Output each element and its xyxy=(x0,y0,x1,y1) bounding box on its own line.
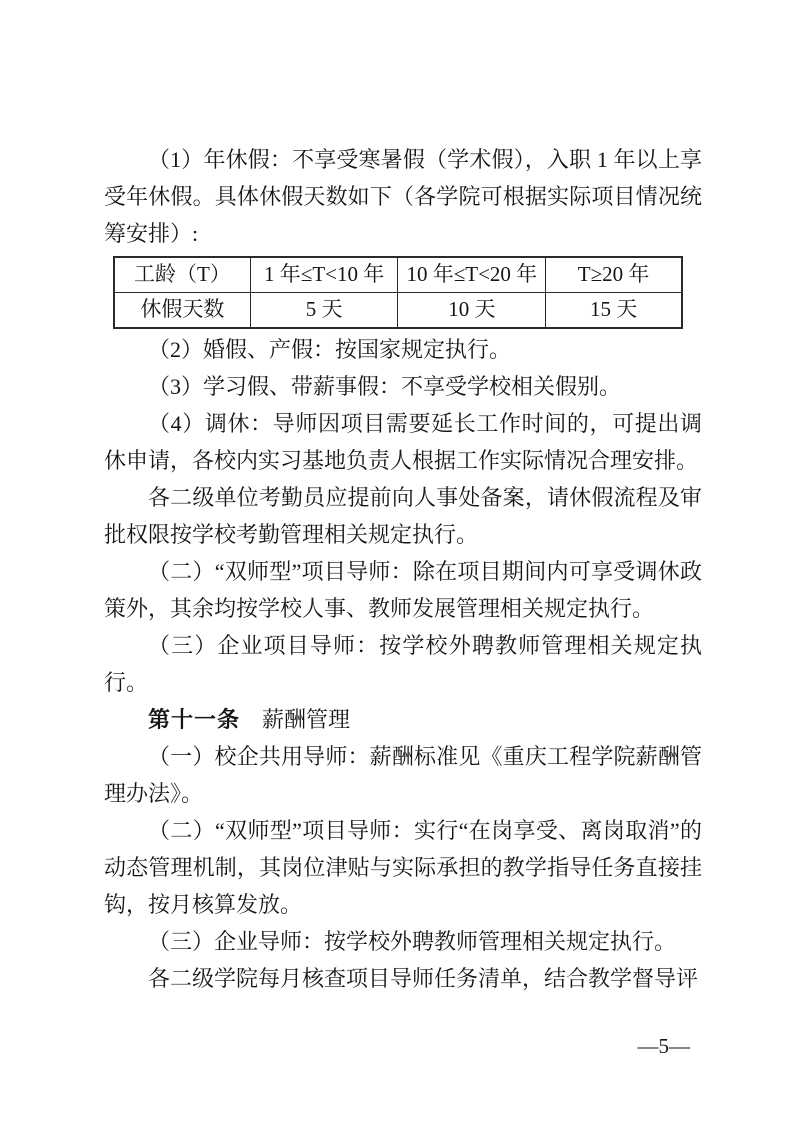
leave-days-table xyxy=(113,256,683,329)
paragraph-salary-enterprise-tutor: （三）企业导师：按学校外聘教师管理相关规定执行。 xyxy=(148,929,677,954)
table-cell: 15 天 xyxy=(546,293,682,329)
table-cell: 休假天数 xyxy=(114,293,250,329)
paragraph-attendance-filing: 各二级单位考勤员应提前向人事处备案，请休假流程及审批权限按学校考勤管理相关规定执行。 xyxy=(104,485,702,547)
paragraph-salary-shared-tutor: （一）校企共用导师：薪酬标准见《重庆工程学院薪酬管理办法》。 xyxy=(104,744,702,806)
paragraph-marriage-leave: （2）婚假、产假：按国家规定执行。 xyxy=(148,337,512,362)
table-row-leave-days xyxy=(114,293,682,329)
paragraph-study-leave: （3）学习假、带薪事假：不享受学校相关假别。 xyxy=(148,374,622,399)
article-11-heading xyxy=(104,701,702,738)
table-cell: 10 天 xyxy=(398,293,546,329)
document-content xyxy=(104,141,702,997)
table-cell: 5 天 xyxy=(250,293,398,329)
paragraph-comp-leave: （4）调休：导师因项目需要延长工作时间的，可提出调休申请，各校内实习基地负责人根据工作实际情况合理安排。 xyxy=(104,411,702,473)
paragraph-enterprise-project-tutor: （三）企业项目导师：按学校外聘教师管理相关规定执行。 xyxy=(104,633,702,695)
paragraph-double-qualified-tutor: （二）“双师型”项目导师：除在项目期间内可享受调休政策外，其余均按学校人事、教师发展管理相关规定执行。 xyxy=(104,559,702,621)
paragraph-salary-double-tutor: （二）“双师型”项目导师：实行“在岗享受、离岗取消”的动态管理机制，其岗位津贴与实际承担的教学指导任务直接挂钩，按月核算发放。 xyxy=(104,818,702,917)
paragraph-monthly-check: 各二级学院每月核查项目导师任务清单，结合教学督导评 xyxy=(148,966,699,991)
page-number: —5— xyxy=(637,1034,690,1058)
paragraph-annual-leave: （1）年休假：不享受寒暑假（学术假），入职 1 年以上享受年休假。具体休假天数如下（各学院可根据实际项目情况统筹安排）: xyxy=(104,147,702,246)
table-cell: 工龄（T） xyxy=(114,257,250,293)
table-cell: 1 年≤T<10 年 xyxy=(250,257,398,293)
table-cell: T≥20 年 xyxy=(546,257,682,293)
article-title: 薪酬管理 xyxy=(262,707,351,732)
article-number: 第十一条 xyxy=(148,707,241,732)
table-row-service-years xyxy=(114,257,682,293)
table-cell: 10 年≤T<20 年 xyxy=(398,257,546,293)
